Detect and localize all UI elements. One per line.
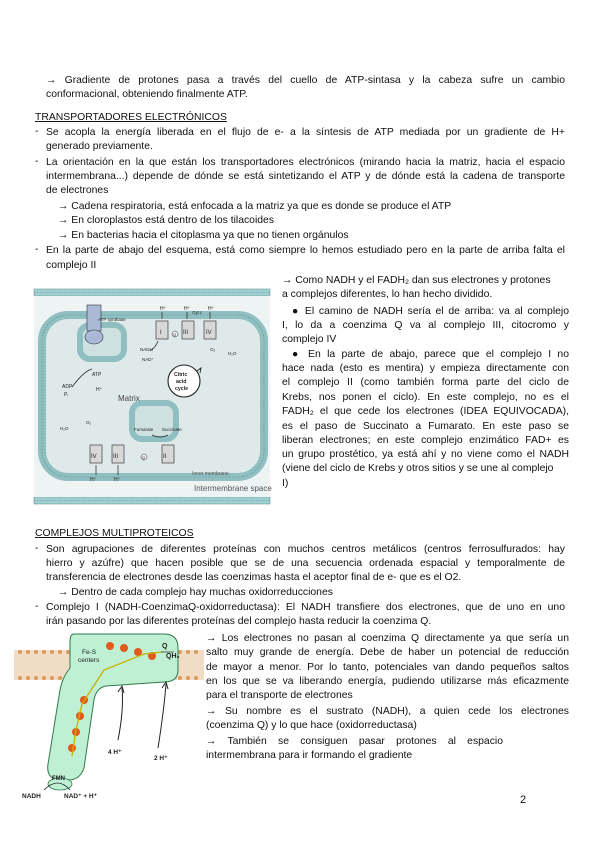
label-fmn: FMN — [52, 776, 65, 782]
intro-line-2: conformacional, obteniendo finalmente ATP. — [46, 89, 248, 100]
section-heading-transportadores: TRANSPORTADORES ELECTRÓNICOS — [35, 112, 227, 123]
label-centers: centers — [78, 657, 100, 664]
label-matrix: Matrix — [118, 394, 140, 403]
sec1-sub2: → En cloroplastos está dentro de los tilacoides — [58, 215, 275, 226]
label-complex-iii: III — [183, 330, 189, 336]
bullet-dash: - — [35, 601, 39, 612]
inner-membrane — [42, 315, 264, 477]
label-atp: ATP — [92, 372, 102, 378]
sec1-bullet2-line1: La orientación en la que están los transportadores electrónicos (mirando hacia la matriz, hacia el espacio — [46, 157, 565, 168]
sec1-sub3: → En bacterias hacia el citoplasma ya que no tienen orgánulos — [58, 230, 349, 241]
crista-bottom — [132, 403, 176, 439]
label-cycle-1: Citric — [174, 372, 188, 378]
right1-line: un grupo prostético, ya está ahí y no viene como el NADH — [282, 449, 569, 460]
right1-line: I, lo da a coenzima Q va al complejo III, citocromo y — [282, 320, 569, 331]
right1-line: Krebs, nos ponen el ciclo). En este complejo, no es el — [282, 392, 569, 403]
label-2h: 2 H⁺ — [154, 755, 168, 762]
right1-line: es el paso de Succinato a Fumarato. En este paso se — [282, 421, 569, 432]
label-h2o-bottom: H₂O — [60, 426, 69, 431]
right1-line: → Como NADH y el FADH₂ dan sus electrones y protones — [282, 275, 551, 286]
label-pi: Pᵢ — [64, 392, 69, 398]
complex-i-figure — [14, 630, 204, 800]
label-succinate: Succinate — [162, 427, 182, 432]
sec2-bullet2-line1: Complejo I (NADH-CoenzimaQ-oxidorreductasa): El NADH transfiere dos electrones, que de uno en uno — [46, 602, 565, 613]
label-o2-bottom: O₂ — [86, 420, 92, 425]
label-h-top-3: H⁺ — [208, 306, 215, 312]
right2-line: salto muy grande de energía. Debe de haber un potencial de reducción — [206, 647, 569, 658]
sec1-bullet1-line2: generado previamente. — [46, 141, 153, 152]
sec2-sub1: → Dentro de cada complejo hay muchas oxidorreducciones — [58, 587, 333, 598]
right1-line: ● El camino de NADH sería el de arriba: va al complejo — [292, 306, 569, 317]
label-complex-iii-b: III — [113, 454, 119, 460]
bullet-dash: - — [35, 244, 39, 255]
label-cycle-3: cycle — [175, 386, 188, 392]
right2-line: de mayor a menor. Por lo tanto, potenciales van dando pequeños saltos — [206, 662, 569, 673]
label-4h: 4 H⁺ — [108, 749, 122, 756]
label-q-b: Q — [142, 455, 146, 460]
label-cyt-c: Cyt c — [192, 310, 203, 315]
label-complex-iv: IV — [206, 330, 212, 336]
label-h-top-2: H⁺ — [184, 306, 191, 312]
crista-top — [80, 325, 124, 359]
bullet-dash: - — [35, 126, 39, 137]
right1-line: ● En la parte de abajo, parece que el complejo I no — [292, 349, 569, 360]
label-q: Q — [162, 643, 168, 650]
label-h-bottom-1: H⁺ — [90, 477, 97, 483]
bullet-dash: - — [35, 156, 39, 167]
right1-line: I) — [282, 478, 289, 489]
label-intermembrane-space: Intermembrane space — [194, 484, 272, 493]
label-h-bottom-2: H⁺ — [114, 477, 121, 483]
label-inner-membrane: Inner membrane — [192, 471, 229, 477]
intro-line-1: → Gradiente de protones pasa a través del cuello de ATP-sintasa y la cabeza sufre un cambio — [46, 75, 565, 86]
right1-line: FADH₂ el que cede los electrones (IDEA EQUIVOCADA), — [282, 406, 569, 417]
label-nadh: NADH — [140, 347, 153, 352]
right1-line: el complejo II (como también forma parte del ciclo de — [282, 377, 569, 388]
right1-line: complejo IV — [282, 334, 337, 345]
label-complex-ii: II — [163, 454, 167, 460]
right2-line: → También se consiguen pasar protones al espacio — [206, 736, 503, 747]
label-complex-i: I — [160, 330, 162, 336]
label-fumarate: Fumarate — [134, 427, 154, 432]
atp-synthase-head — [85, 330, 103, 344]
right1-line: a complejos diferentes, lo han hecho dividido. — [282, 289, 493, 300]
bullet-dash: - — [35, 543, 39, 554]
right1-line: (viene del ciclo de Krebs y otros sitios y se une al complejo — [282, 463, 554, 474]
sec1-sub1: → Cadena respiratoria, está enfocada a la matriz ya que es donde se produce el ATP — [58, 201, 452, 212]
right2-line: → Los electrones no pasan al coenzima Q directamente ya que sería un — [206, 633, 569, 644]
sec1-bullet3-line1: En la parte de abajo del esquema, está como siempre lo hemos estudiado pero en la parte de arriba falta el — [46, 245, 565, 256]
proton-arrow-4h — [118, 688, 123, 740]
label-nad-h: NAD⁺ + H⁺ — [64, 793, 98, 800]
label-atp-synthase: ATP synthase — [98, 317, 126, 322]
sec2-bullet1-line3: transferencia de electrones desde las coenzimas hasta el aceptor final de e- que es el O2. — [46, 572, 462, 583]
sec1-bullet2-line3: de electrones — [46, 185, 109, 196]
sec1-bullet2-line2: intermembrana...) depende de dónde se está sintetizando el ATP y de dónde está la cadena de transporte — [46, 171, 565, 182]
right2-line: para el transporte de electrones — [206, 690, 353, 701]
sec2-bullet1-line1: Son agrupaciones de diferentes proteínas con muchos centros metálicos (centros ferrosulfurados: hay — [46, 544, 565, 555]
label-q: Q — [173, 332, 177, 337]
complex-i-top — [156, 321, 168, 339]
right1-line: hace nada (esto es mentira) y empieza directamente con — [282, 363, 569, 374]
right2-line: → Su nombre es el sustrato (NADH), a quien cede los electrones — [206, 706, 569, 717]
sec2-bullet2-line2: irán pasando por las diferentes proteínas del complejo hasta reducir la coenzima Q. — [46, 616, 432, 627]
label-h-matrix: H⁺ — [96, 387, 103, 393]
label-h2o-top: H₂O — [228, 351, 237, 356]
label-nad: NAD⁺ — [142, 357, 154, 362]
mitochondria-electron-transport-figure — [32, 285, 272, 510]
label-adp: ADP — [62, 384, 73, 390]
sec1-bullet3-line2: complejo II — [46, 260, 97, 271]
label-fes: Fe-S — [82, 649, 97, 656]
right2-line: intermembrana para ir formando el gradiente — [206, 750, 413, 761]
right2-line: (coenzima Q) y lo que hace (oxidorreductasa) — [206, 720, 417, 731]
section-heading-complejos: COMPLEJOS MULTIPROTEICOS — [35, 528, 194, 539]
sec1-bullet1-line1: Se acopla la energía liberada en el flujo de e- a la síntesis de ATP mediada por un gradiente de H+ — [46, 127, 565, 138]
right1-line: liberan electrones; en este complejo enzimático FAD+ es — [282, 435, 569, 446]
right2-line: en los que se va liberando energía, pudiendo utilizarse más eficazmente — [206, 676, 569, 687]
label-o2-top: O₂ — [210, 347, 216, 352]
label-cycle-2: acid — [176, 379, 187, 385]
label-qh2: QH₂ — [166, 653, 180, 660]
sec2-bullet1-line2: hierro y azúfre) que hacen posible que se de una secuencia ordenada espacial y temporalmente de — [46, 558, 565, 569]
label-nadh: NADH — [22, 793, 41, 800]
page-number: 2 — [520, 794, 527, 806]
proton-arrow-2h — [158, 684, 166, 748]
label-h-top-1: H⁺ — [160, 306, 167, 312]
label-complex-iv-b: IV — [91, 454, 97, 460]
